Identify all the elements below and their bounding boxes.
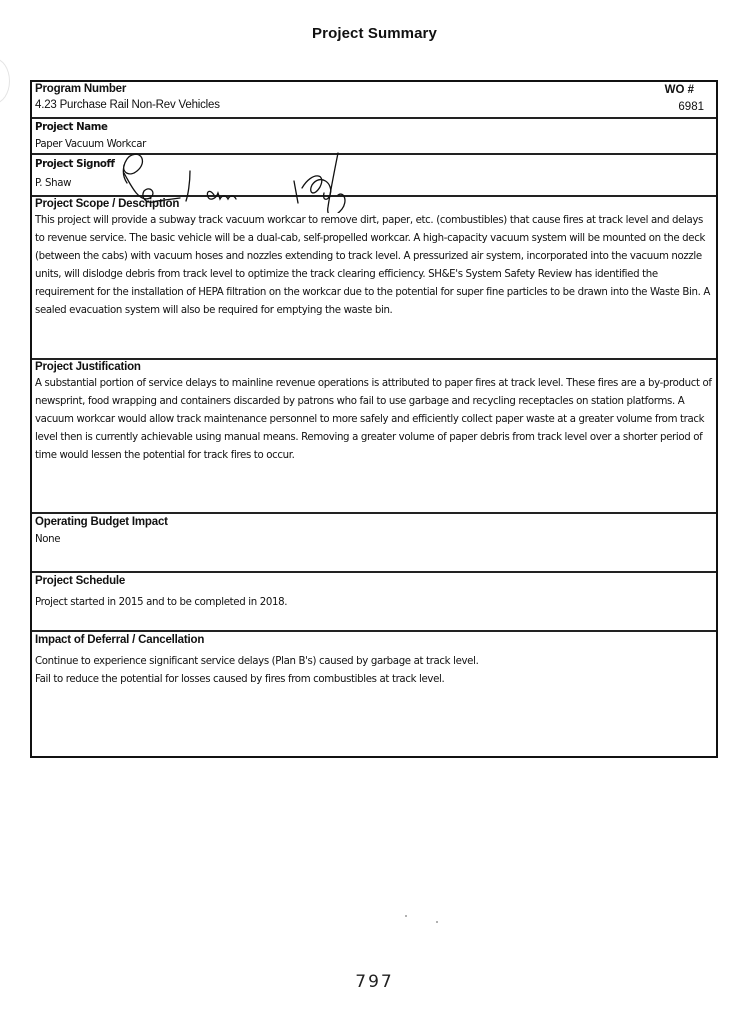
project-signoff-row [32, 155, 716, 197]
program-number-row [32, 82, 716, 119]
operating-budget-label: Operating Budget Impact [35, 516, 168, 528]
scan-artifact [0, 58, 10, 104]
project-name-value: Paper Vacuum Workcar [35, 139, 147, 150]
operating-budget-value: None [35, 534, 61, 545]
project-scope-label: Project Scope / Description [35, 198, 180, 210]
project-justification-row [32, 360, 716, 514]
project-schedule-row [32, 573, 716, 632]
project-signoff-value: P. Shaw [35, 178, 72, 189]
project-schedule-value: Project started in 2015 and to be completed in 2018. [35, 597, 288, 608]
project-scope-text: This project will provide a subway track vacuum workcar to remove dirt, paper, etc. (combustibles) that cause fires at track level and delays to revenue service. The basic vehicle will be a dual-cab, self-propelled workcar. A high-capacity vacuum system will be mounted on the deck (between the cabs) with vacuum hoses and nozzles extending to track level. A pressurized air system, incorporated into the vacuum nozzle units, will dislodge debris from track level to optimize the track clearing efficiency. SH&E's System Safety Review has identified the requirement for the installation of HEPA filtration on the workcar due to the potential for super fine particles to be drawn into the Waste Bin. A sealed evacuation system will also be required for emptying the waste bin. [35, 215, 710, 316]
project-name-row [32, 119, 716, 155]
scan-speck [436, 921, 438, 923]
work-order-label: WO # [664, 84, 694, 96]
deferral-impact-label: Impact of Deferral / Cancellation [35, 634, 205, 646]
project-summary-form [30, 80, 718, 758]
project-signoff-label: Project Signoff [35, 159, 115, 170]
operating-budget-row [32, 514, 716, 573]
program-number-value: 4.23 Purchase Rail Non-Rev Vehicles [35, 99, 220, 111]
work-order-block [664, 83, 704, 116]
deferral-impact-line: Continue to experience significant service delays (Plan B's) caused by garbage at track level. [35, 656, 479, 667]
deferral-impact-row [32, 632, 716, 756]
handwritten-page-number: 797 [355, 972, 394, 992]
work-order-value: 6981 [678, 101, 704, 113]
program-number-label: Program Number [35, 83, 127, 95]
page-title: Project Summary [312, 25, 437, 42]
project-justification-text: A substantial portion of service delays to mainline revenue operations is attributed to paper fires at track level. These fires are a by-product of newsprint, food wrapping and containers discarded by patrons who fail to use garbage and recycling receptacles on station platforms. A vacuum workcar would allow track maintenance personnel to more safely and efficiently collect paper waste at a greater volume from track level then is currently achievable using manual means. Removing a greater volume of paper debris from track level over a shorter period of time would lessen the potential for track fires to occur. [35, 378, 712, 461]
project-justification-label: Project Justification [35, 361, 141, 373]
deferral-impact-line: Fail to reduce the potential for losses caused by fires from combustibles at track level. [35, 674, 445, 685]
project-scope-row [32, 197, 716, 360]
scan-speck [405, 915, 407, 917]
project-name-label: Project Name [35, 122, 108, 133]
project-schedule-label: Project Schedule [35, 575, 126, 587]
